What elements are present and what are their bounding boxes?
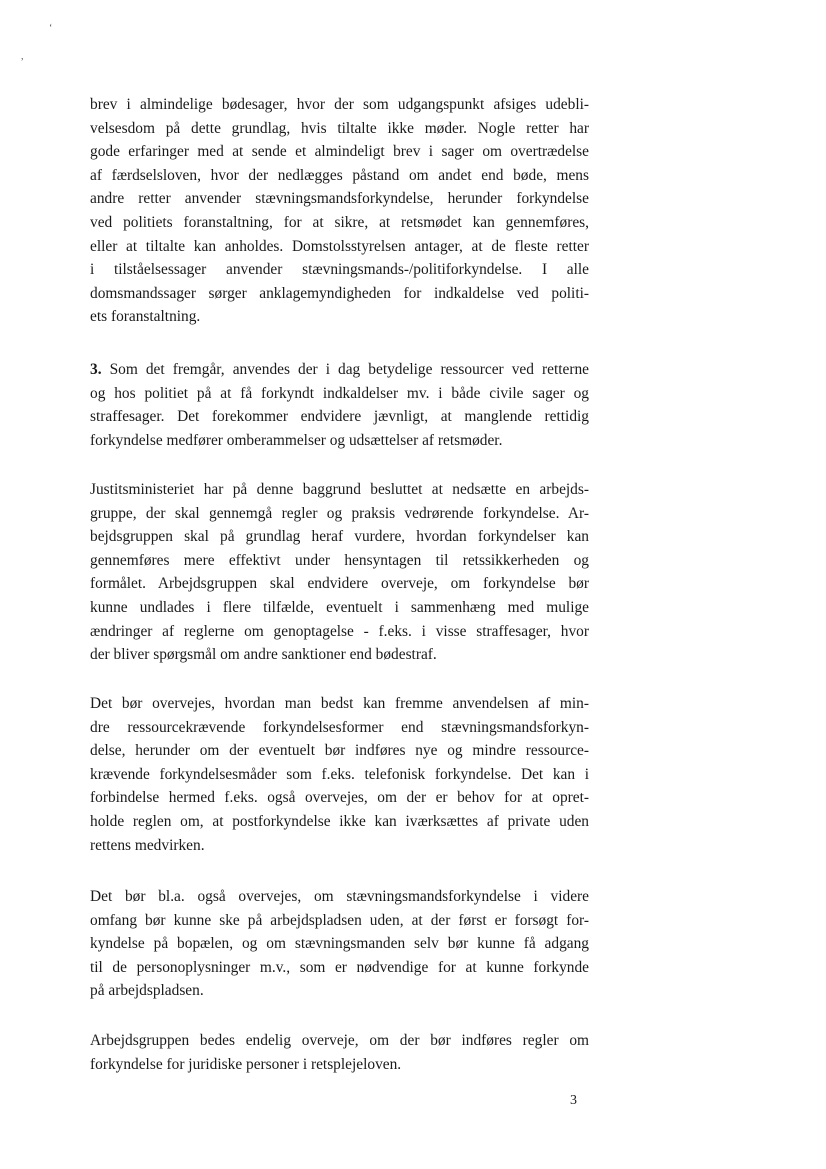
text-line: andre retter anvender stævningsmandsforkyndelse, herunder forkyndelse	[90, 190, 589, 208]
paragraph-fine-summons	[90, 93, 589, 329]
text-line: krævende forkyndelsesmåder som f.eks. telefonisk forkyndelse. Det kan i	[90, 765, 589, 783]
text-line: eller at tiltalte kan anholdes. Domstolsstyrelsen antager, at de fleste retter	[90, 237, 589, 255]
text-line: holde reglen om, at postforkyndelse ikke kan iværksættes af private uden	[90, 812, 589, 830]
text-line: ved politiets foranstaltning, for at sikre, at retsmødet kan gennemføres,	[90, 213, 589, 231]
text-line: domsmandssager sørger anklagemyndigheden for indkaldelse ved politi-	[90, 284, 589, 302]
text-line: af færdselsloven, hvor der nedlægges påstand om andet end bøde, mens	[90, 166, 589, 184]
paragraph-section-3	[90, 358, 589, 452]
text-line: dre ressourcekrævende forkyndelsesformer end stævningsmandsforkyn-	[90, 718, 589, 736]
text-line: kunne undlades i flere tilfælde, eventuelt i sammenhæng med mulige	[90, 598, 589, 616]
text-line: bejdsgruppen skal på grundlag heraf vurdere, hvordan forkyndelser kan	[90, 528, 589, 546]
text-line: brev i almindelige bødesager, hvor der som udgangspunkt afsiges udebli-	[90, 96, 589, 113]
text-line	[90, 358, 589, 382]
text-line: delse, herunder om der eventuelt bør indføres nye og mindre ressource-	[90, 742, 589, 760]
paragraph-less-resource-methods	[90, 692, 589, 857]
text-line: formålet. Arbejdsgruppen skal endvidere overveje, om forkyndelse bør	[90, 575, 589, 593]
scan-speck-mark: ‘	[49, 23, 53, 34]
text-line: og hos politiet på at få forkyndt indkaldelser mv. i både civile sager og	[90, 384, 589, 402]
text-line: Justitsministeriet har på denne baggrund besluttet at nedsætte en arbejds-	[90, 481, 589, 498]
text-line: på arbejdspladsen.	[90, 982, 204, 1000]
text-line: rettens medvirken.	[90, 836, 205, 854]
section-number: 3.	[90, 361, 102, 378]
text-line: kyndelse på bopælen, og om stævningsmanden selv bør kunne få adgang	[90, 935, 589, 953]
text-line: gode erfaringer med at sende et almindeligt brev i sager om overtrædelse	[90, 143, 589, 161]
text-line: velsesdom på dette grundlag, hvis tiltalte ikke møder. Nogle retter har	[90, 119, 589, 137]
text-line: ændringer af reglerne om genoptagelse - f.eks. i visse straffesager, hvor	[90, 622, 589, 640]
paragraph-legal-persons	[90, 1029, 589, 1076]
text-line: Det bør bl.a. også overvejes, om stævningsmandsforkyndelse i videre	[90, 888, 589, 905]
text-line: forkyndelse medfører omberammelser og udsættelser af retsmøder.	[90, 431, 503, 449]
text-line: Det bør overvejes, hvordan man bedst kan fremme anvendelsen af min-	[90, 695, 589, 712]
text-line-content: Som det fremgår, anvendes der i dag betydelige ressourcer ved retterne	[101, 361, 589, 378]
paragraph-working-group	[90, 478, 589, 667]
text-line: Arbejdsgruppen bedes endelig overveje, om der bør indføres regler om	[90, 1032, 589, 1049]
text-line: gruppe, der skal gennemgå regler og praksis vedrørende forkyndelse. Ar-	[90, 504, 589, 522]
page-number: 3	[570, 1093, 577, 1108]
text-line: der bliver spørgsmål om andre sanktioner end bødestraf.	[90, 646, 437, 664]
text-line: i tilståelsessager anvender stævningsmands-/politiforkyndelse. I alle	[90, 261, 589, 279]
text-line: til de personoplysninger m.v., som er nødvendige for at kunne forkynde	[90, 958, 589, 976]
text-line: forbindelse hermed f.eks. også overvejes, om der er behov for at opret-	[90, 789, 589, 807]
text-line: gennemføres mere effektivt under hensyntagen til retssikkerheden og	[90, 551, 589, 569]
text-line: omfang bør kunne ske på arbejdspladsen uden, at der først er forsøgt for-	[90, 911, 589, 929]
text-line: straffesager. Det forekommer endvidere jævnligt, at manglende rettidig	[90, 408, 589, 426]
text-line: forkyndelse for juridiske personer i retsplejeloven.	[90, 1055, 402, 1073]
paragraph-workplace-service	[90, 885, 589, 1003]
scan-speck-mark: ,	[21, 51, 24, 62]
text-line: ets foranstaltning.	[90, 308, 201, 326]
